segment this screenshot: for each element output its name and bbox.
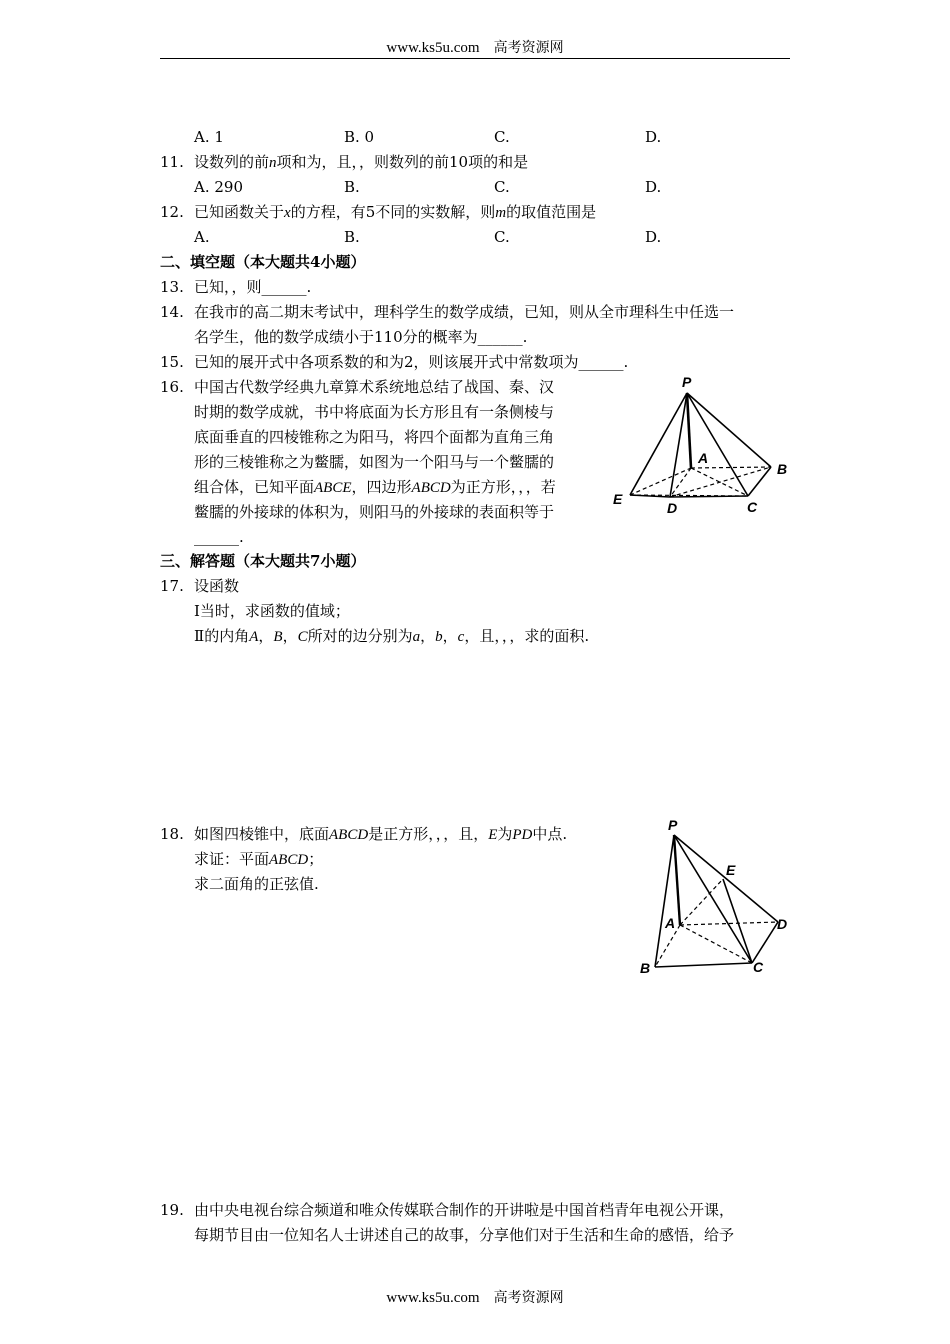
q17-text-1: 设函数 xyxy=(194,577,240,595)
q12-option-c: C. xyxy=(494,228,510,246)
q16-pyramid-figure xyxy=(605,370,800,520)
section3-heading: 三、解答题（本大题共7小题） xyxy=(160,552,366,570)
q18-label-a: A xyxy=(665,915,676,931)
q18-label-p: P xyxy=(668,817,678,833)
q17-number: 17. xyxy=(160,577,184,595)
page-header xyxy=(0,37,950,57)
q16-label-p: P xyxy=(682,374,692,390)
q16-label-a: A xyxy=(698,450,709,466)
q18-label-c: C xyxy=(753,959,764,975)
q16-text-4: 形的三棱锥称之为鳖臑，如图为一个阳马与一个鳖臑的 xyxy=(194,453,555,471)
q16-text-2: 时期的数学成就，书中将底面为长方形且有一条侧棱与 xyxy=(194,403,555,421)
q12-number: 12. xyxy=(160,203,184,221)
q19-text-2: 每期节目由一位知名人士讲述自己的故事，分享他们对于生活和生命的感悟，给予 xyxy=(194,1226,735,1244)
q18-label-b: B xyxy=(640,960,651,976)
q10-option-d: D. xyxy=(645,128,662,146)
q13-text: 已知，，则______. xyxy=(194,278,312,296)
q11-option-b: B. xyxy=(344,178,360,196)
q11-number: 11. xyxy=(160,153,184,171)
header-site: www.ks5u.com xyxy=(386,40,480,56)
q16-label-e: E xyxy=(613,491,623,507)
q14-number: 14. xyxy=(160,303,184,321)
q16-number: 16. xyxy=(160,378,184,396)
q12-option-b: B. xyxy=(344,228,360,246)
q18-text-1: 如图四棱锥中，底面ABCD是正方形，，，且，E为PD中点. xyxy=(194,825,568,843)
q15-text: 已知的展开式中各项系数的和为2，则该展开式中常数项为______. xyxy=(194,353,629,371)
q16-label-d: D xyxy=(667,500,678,516)
section2-heading: 二、填空题（本大题共4小题） xyxy=(160,253,366,271)
footer-site: www.ks5u.com xyxy=(386,1290,480,1306)
q16-text-7: ______. xyxy=(194,528,244,546)
q10-option-c: C. xyxy=(494,128,510,146)
q16-text-6: 鳖臑的外接球的体积为，则阳马的外接球的表面积等于 xyxy=(194,503,555,521)
q18-text-3: 求二面角的正弦值. xyxy=(194,875,319,893)
q11-text: 设数列的前n项和为，且，，则数列的前10项的和是 xyxy=(194,153,529,171)
q10-option-a: A. 1 xyxy=(194,128,224,146)
q19-number: 19. xyxy=(160,1201,184,1219)
q12-option-a: A. xyxy=(194,228,210,246)
q11-option-c: C. xyxy=(494,178,510,196)
header-rule xyxy=(160,58,790,59)
q16-text-3: 底面垂直的四棱锥称之为阳马，将四个面都为直角三角 xyxy=(194,428,555,446)
q15-number: 15. xyxy=(160,353,184,371)
q10-option-b: B. 0 xyxy=(344,128,375,146)
q18-text-2: 求证：平面ABCD； xyxy=(194,850,324,868)
q13-number: 13. xyxy=(160,278,184,296)
q18-label-e: E xyxy=(726,862,736,878)
q17-text-2: Ⅰ当时，求函数的值域； xyxy=(194,602,350,620)
q16-label-c: C xyxy=(747,499,758,515)
q17-text-3: Ⅱ的内角A，B，C所对的边分别为a，b，c，且，，，求的面积. xyxy=(194,627,590,645)
q18-pyramid-figure xyxy=(630,815,795,980)
q14-text-2: 名学生，他的数学成绩小于110分的概率为______. xyxy=(194,328,528,346)
q16-text-5: 组合体，已知平面ABCE，四边形ABCD为正方形，，，若 xyxy=(194,478,556,496)
q16-text-1: 中国古代数学经典九章算术系统地总结了战国、秦、汉 xyxy=(194,378,555,396)
q12-option-d: D. xyxy=(645,228,662,246)
q18-label-d: D xyxy=(777,916,788,932)
q16-label-b: B xyxy=(777,461,788,477)
header-name: 高考资源网 xyxy=(493,40,564,56)
q19-text-1: 由中央电视台综合频道和唯众传媒联合制作的开讲啦是中国首档青年电视公开课， xyxy=(194,1201,735,1219)
q11-option-d: D. xyxy=(645,178,662,196)
footer-name: 高考资源网 xyxy=(493,1290,564,1306)
page-footer xyxy=(0,1287,950,1307)
q14-text-1: 在我市的高二期末考试中，理科学生的数学成绩，已知，则从全市理科生中任选一 xyxy=(194,303,735,321)
q11-option-a: A. 290 xyxy=(194,178,243,196)
q18-number: 18. xyxy=(160,825,184,843)
q12-text: 已知函数关于x的方程，有5不同的实数解，则m的取值范围是 xyxy=(194,203,597,221)
